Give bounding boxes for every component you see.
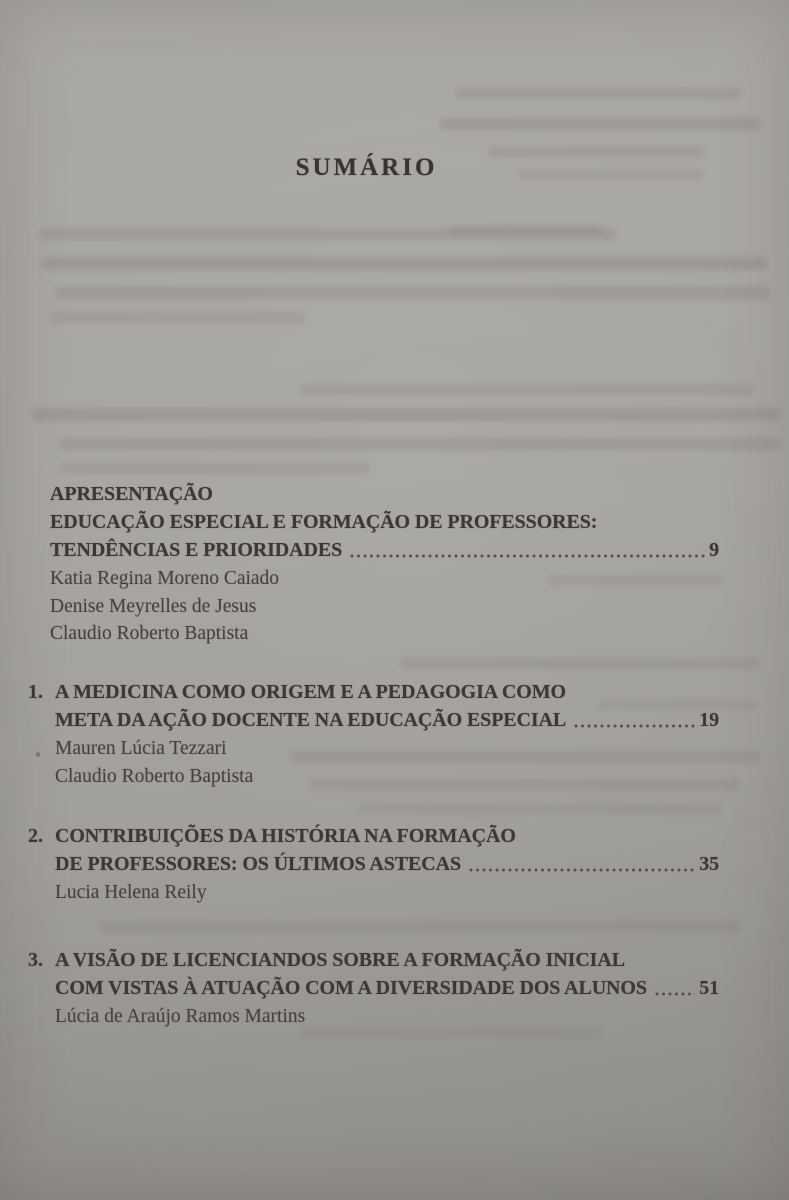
- bleed-through-line: [455, 88, 740, 99]
- entry-body: [55, 678, 719, 790]
- toc-presentation: [50, 480, 719, 648]
- page-number: 35: [699, 853, 719, 875]
- bleed-through-line: [100, 921, 740, 932]
- entry-title-line2-row: [55, 850, 719, 878]
- presentation-title-line1: EDUCAÇÃO ESPECIAL E FORMAÇÃO DE PROFESSORES:: [50, 511, 598, 533]
- toc-entry-2: [28, 822, 719, 907]
- entry-row: [28, 946, 719, 1031]
- entry-authors: [55, 879, 719, 907]
- bleed-through-line: [55, 287, 770, 299]
- bleed-through-line: [42, 257, 767, 270]
- toc-entry-3: [28, 946, 719, 1031]
- entry-title-line2: META DA AÇÃO DOCENTE NA EDUCAÇÃO ESPECIAL: [55, 709, 567, 731]
- entry-title-line1: CONTRIBUIÇÕES DA HISTÓRIA NA FORMAÇÃO: [55, 825, 516, 847]
- entry-title-line2-row: [55, 706, 719, 734]
- entry-row: [28, 822, 719, 907]
- entry-title-line1: A MEDICINA COMO ORIGEM E A PEDAGOGIA COMO: [55, 681, 566, 703]
- bleed-through-line: [32, 408, 780, 421]
- entry-row: [28, 678, 719, 790]
- bleed-through-line: [60, 463, 370, 474]
- page-number: 19: [699, 709, 719, 731]
- page-title: SUMÁRIO: [295, 154, 438, 181]
- author-name: Denise Meyrelles de Jesus: [50, 595, 257, 617]
- presentation-title-line2: TENDÊNCIAS E PRIORIDADES: [50, 539, 343, 561]
- dot-leader: [469, 867, 695, 873]
- page-number: 9: [709, 539, 719, 561]
- author-name: Mauren Lúcia Tezzari: [55, 738, 227, 759]
- bleed-through-line: [400, 658, 760, 669]
- presentation-title-line2-row: [50, 536, 719, 564]
- author-name: Lucia Helena Reily: [55, 882, 207, 903]
- entry-number: 3.: [28, 949, 43, 971]
- entry-body: [55, 822, 719, 907]
- dot-leader: [574, 723, 695, 729]
- presentation-label: APRESENTAÇÃO: [50, 483, 213, 505]
- entry-authors: [55, 735, 719, 790]
- bleed-through-line: [300, 384, 755, 395]
- entry-title-line1: A VISÃO DE LICENCIANDOS SOBRE A FORMAÇÃO INICIAL: [55, 949, 625, 971]
- bleed-through-line: [50, 312, 305, 323]
- author-name: Katia Regina Moreno Caiado: [50, 568, 280, 589]
- dot-leader: [655, 991, 695, 997]
- bleed-through-line: [40, 228, 615, 240]
- page-number: 51: [699, 977, 719, 999]
- bleed-through-line: [440, 118, 760, 130]
- entry-title-line2-row: [55, 974, 719, 1002]
- presentation-authors: [50, 565, 719, 648]
- entry-body: [55, 946, 719, 1031]
- entry-title-line2: COM VISTAS À ATUAÇÃO COM A DIVERSIDADE DOS ALUNOS: [55, 977, 647, 999]
- toc-entry-1: [28, 678, 719, 790]
- entry-title-line2: DE PROFESSORES: OS ÚLTIMOS ASTECAS: [55, 853, 461, 875]
- bleed-through-line: [60, 438, 780, 450]
- bleed-through-line: [358, 804, 723, 814]
- author-name: Lúcia de Araújo Ramos Martins: [55, 1006, 306, 1027]
- author-name: Claudio Roberto Baptista: [55, 765, 254, 787]
- entry-authors: [55, 1003, 719, 1031]
- dot-leader: [350, 553, 705, 559]
- entry-number: 1.: [28, 681, 43, 703]
- entry-number: 2.: [28, 825, 43, 847]
- author-name: Claudio Roberto Baptista: [50, 623, 249, 644]
